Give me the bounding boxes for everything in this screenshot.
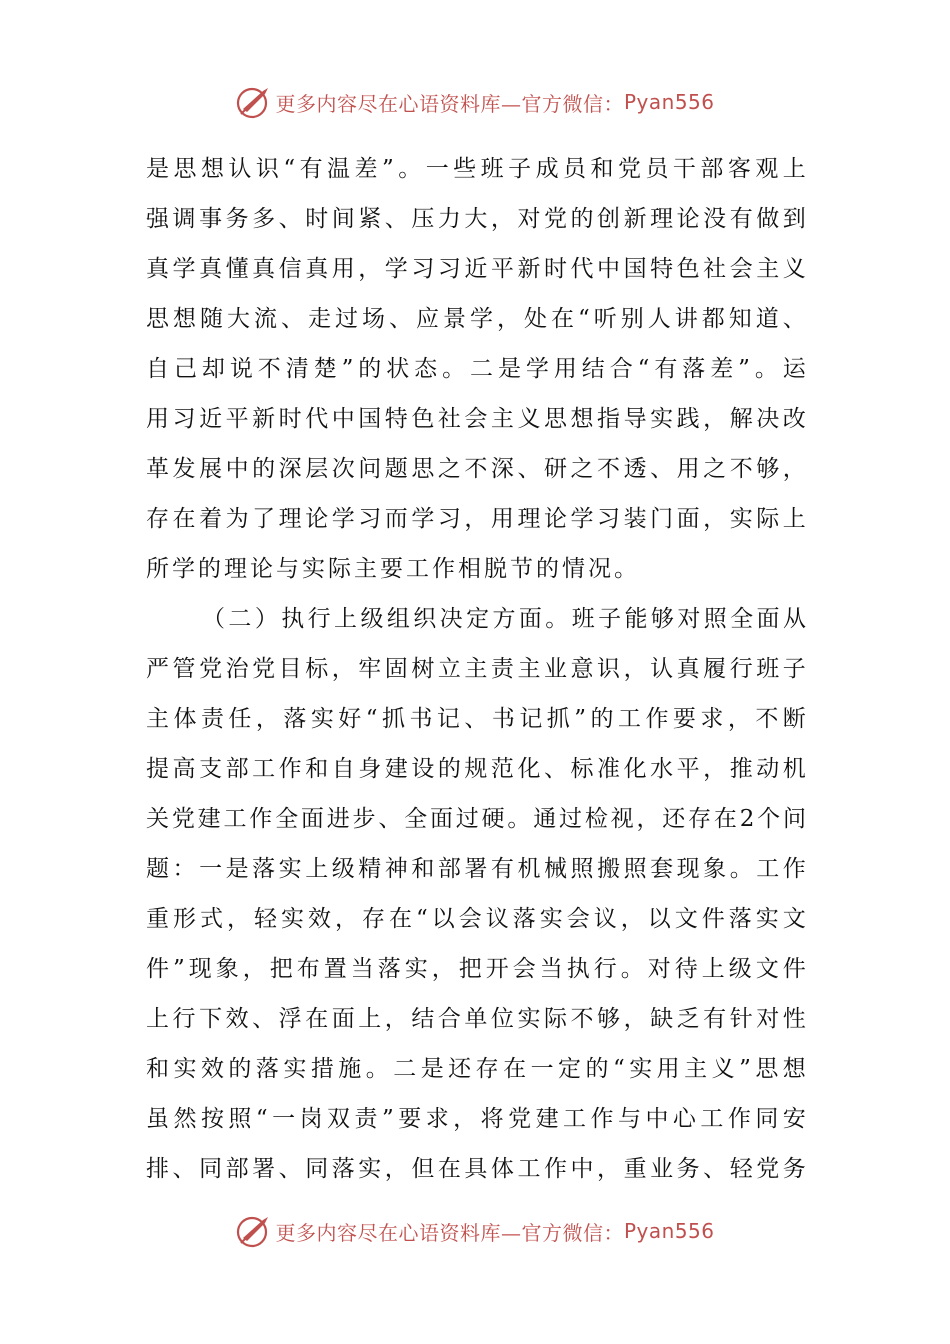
- pen-logo-icon: [235, 83, 273, 121]
- text-line: 主 体 责 任 ， 落 实 好 “ 抓 书 记 、 书 记 抓 ” 的 工 作 要 求 ， 不 断: [146, 706, 806, 732]
- footer-watermark-banner: [0, 1211, 950, 1251]
- text-line: 题 ： 一 是 落 实 上 级 精 神 和 部 署 有 机 械 照 搬 照 套 现 象 。 工 作: [146, 856, 806, 882]
- header-watermark-banner: [0, 82, 950, 122]
- text-line: 和 实 效 的 落 实 措 施 。 二 是 还 存 在 一 定 的 “ 实 用 主 义 ” 思 想: [146, 1056, 806, 1082]
- text-line: 重 形 式 ， 轻 实 效 ， 存 在 “ 以 会 议 落 实 会 议 ， 以 文 件 落 实 文: [146, 906, 806, 932]
- text-line: 真 学 真 懂 真 信 真 用 ， 学 习 习 近 平 新 时 代 中 国 特 色 社 会 主 义: [146, 256, 806, 282]
- text-line: 排 、 同 部 署 、 同 落 实 ， 但 在 具 体 工 作 中 ， 重 业 务 、 轻 党 务: [146, 1156, 806, 1182]
- text-line: 关 党 建 工 作 全 面 进 步 、 全 面 过 硬 。 通 过 检 视 ， 还 存 在 2 个 问: [146, 806, 806, 832]
- text-line: 革 发 展 中 的 深 层 次 问 题 思 之 不 深 、 研 之 不 透 、 用 之 不 够 ，: [146, 456, 806, 482]
- pen-logo-icon: [235, 1212, 273, 1250]
- document-body: [146, 144, 806, 1194]
- text-line: 是 思 想 认 识 “ 有 温 差 ” 。 一 些 班 子 成 员 和 党 员 干 部 客 观 上: [146, 156, 806, 182]
- banner-text: 更多内容尽在心语资料库—官方微信：: [275, 91, 624, 116]
- text-line: 自 己 却 说 不 清 楚 ” 的 状 态 。 二 是 学 用 结 合 “ 有 落 差 ” 。 运: [146, 356, 806, 382]
- text-line: 上 行 下 效 、 浮 在 面 上 ， 结 合 单 位 实 际 不 够 ， 缺 乏 有 针 对 性: [146, 1006, 806, 1032]
- text-line: 所学的理论与实际主要工作相脱节的情况。: [146, 556, 640, 582]
- text-line: 件 ” 现 象 ， 把 布 置 当 落 实 ， 把 开 会 当 执 行 。 对 待 上 级 文 件: [146, 956, 806, 982]
- text-line: 严 管 党 治 党 目 标 ， 牢 固 树 立 主 责 主 业 意 识 ， 认 真 履 行 班 子: [146, 656, 806, 682]
- text-line: 存 在 着 为 了 理 论 学 习 而 学 习 ， 用 理 论 学 习 装 门 面 ， 实 际 上: [146, 506, 806, 532]
- text-line: 用 习 近 平 新 时 代 中 国 特 色 社 会 主 义 思 想 指 导 实 践 ， 解 决 改: [146, 406, 806, 432]
- text-line: 虽 然 按 照 “ 一 岗 双 责 ” 要 求 ， 将 党 建 工 作 与 中 心 工 作 同 安: [146, 1106, 806, 1132]
- banner-wechat-id: Pyan556: [623, 1219, 715, 1243]
- banner-text: 更多内容尽在心语资料库—官方微信：: [275, 1220, 624, 1245]
- banner-wechat-id: Pyan556: [623, 90, 715, 114]
- text-line: （ 二 ） 执 行 上 级 组 织 决 定 方 面 。 班 子 能 够 对 照 全 面 从: [202, 606, 806, 632]
- text-line: 强 调 事 务 多 、 时 间 紧 、 压 力 大 ， 对 党 的 创 新 理 论 没 有 做 到: [146, 206, 806, 232]
- text-line: 提 高 支 部 工 作 和 自 身 建 设 的 规 范 化 、 标 准 化 水 平 ， 推 动 机: [146, 756, 806, 782]
- text-line: 思 想 随 大 流 、 走 过 场 、 应 景 学 ， 处 在 “ 听 别 人 讲 都 知 道 、: [146, 306, 806, 332]
